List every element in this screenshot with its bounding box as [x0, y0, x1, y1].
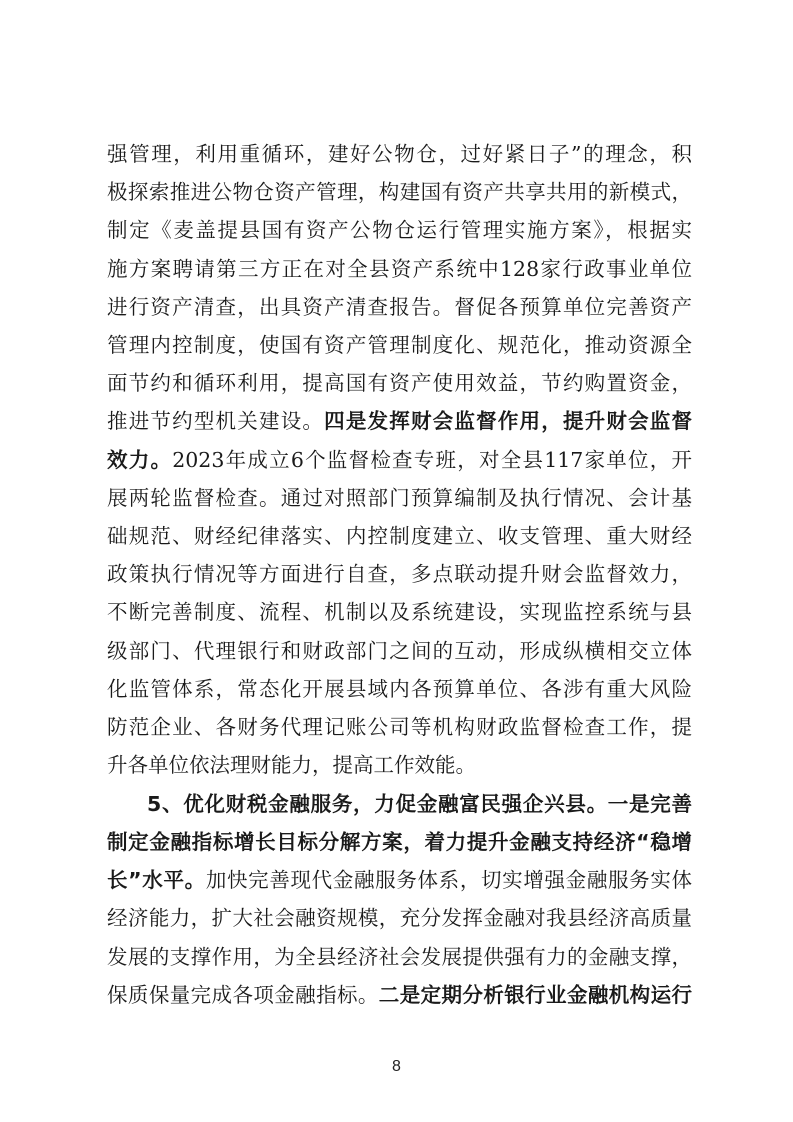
line-text: 管理内控制度，使国有资产管理制度化、规范化，推动资源全 — [107, 333, 692, 357]
line-text: 础规范、财经纪律落实、内控制度建立、收支管理、重大财经 — [107, 524, 692, 548]
body-line — [107, 597, 692, 627]
body-line — [107, 445, 692, 475]
body-line — [107, 559, 692, 589]
body-line — [107, 827, 692, 857]
page-number: 8 — [392, 1058, 401, 1075]
body-line — [107, 483, 692, 513]
line-text: 防范企业、各财务代理记账公司等机构财政监督检查工作，提 — [107, 715, 692, 739]
bold-heading-text: 四是发挥财会监督作用，提升财会监督 — [324, 409, 693, 433]
body-line — [107, 674, 692, 704]
section-heading-line — [147, 789, 692, 819]
body-line — [107, 712, 692, 742]
line-text: 推进节约型机关建设。 — [107, 409, 325, 433]
bold-heading-text: 二是定期分析银行业金融机构运行 — [378, 983, 692, 1007]
line-text: 制定《麦盖提县国有资产公物仓运行管理实施方案》，根据实 — [107, 218, 692, 242]
body-line — [107, 942, 692, 972]
line-text: 强管理，利用重循环，建好公物仓，过好紧日子”的理念，积 — [107, 142, 692, 166]
body-line — [107, 139, 692, 169]
line-text: 政策执行情况等方面进行自查，多点联动提升财会监督效力， — [107, 562, 692, 586]
line-text: 经济能力，扩大社会融资规模，充分发挥金融对我县经济高质量 — [107, 906, 692, 930]
body-line — [107, 215, 692, 245]
body-line — [107, 980, 692, 1010]
body-line — [107, 636, 692, 666]
bold-heading-text: 长”水平。 — [107, 868, 206, 892]
line-text: 进行资产清查，出具资产清查报告。督促各预算单位完善资产 — [107, 295, 692, 319]
body-line — [107, 292, 692, 322]
line-text: 升各单位依法理财能力，提高工作效能。 — [107, 753, 476, 777]
line-text: 面节约和循环利用，提高国有资产使用效益，节约购置资金， — [107, 371, 692, 395]
body-line — [107, 254, 692, 284]
bold-heading-text: 制定金融指标增长目标分解方案，着力提升金融支持经济“稳增 — [107, 830, 692, 854]
body-line — [107, 750, 692, 780]
line-text: 极探索推进公物仓资产管理，构建国有资产共享共用的新模式， — [107, 180, 692, 204]
line-text: 发展的支撑作用，为全县经济社会发展提供强有力的金融支撑， — [107, 945, 692, 969]
bold-heading-text: 效力。 — [107, 448, 173, 472]
line-text: 加快完善现代金融服务体系，切实增强金融服务实体 — [205, 868, 692, 892]
line-text: 施方案聘请第三方正在对全县资产系统中128家行政事业单位 — [107, 257, 692, 281]
bold-heading-text: 5、优化财税金融服务，力促金融富民强企兴县。一是完善 — [147, 792, 692, 816]
line-text: 保质保量完成各项金融指标。 — [107, 983, 379, 1007]
line-text: 不断完善制度、流程、机制以及系统建设，实现监控系统与县 — [107, 600, 692, 624]
line-text: 展两轮监督检查。通过对照部门预算编制及执行情况、会计基 — [107, 486, 692, 510]
body-line — [107, 406, 692, 436]
body-line — [107, 521, 692, 551]
body-line — [107, 368, 692, 398]
body-line — [107, 177, 692, 207]
line-text: 级部门、代理银行和财政部门之间的互动，形成纵横相交立体 — [107, 639, 692, 663]
body-line — [107, 903, 692, 933]
body-line — [107, 330, 692, 360]
line-text: 化监管体系，常态化开展县域内各预算单位、各涉有重大风险 — [107, 677, 692, 701]
line-text: 2023年成立6个监督检查专班，对全县117家单位，开 — [172, 448, 693, 472]
body-line — [107, 865, 692, 895]
